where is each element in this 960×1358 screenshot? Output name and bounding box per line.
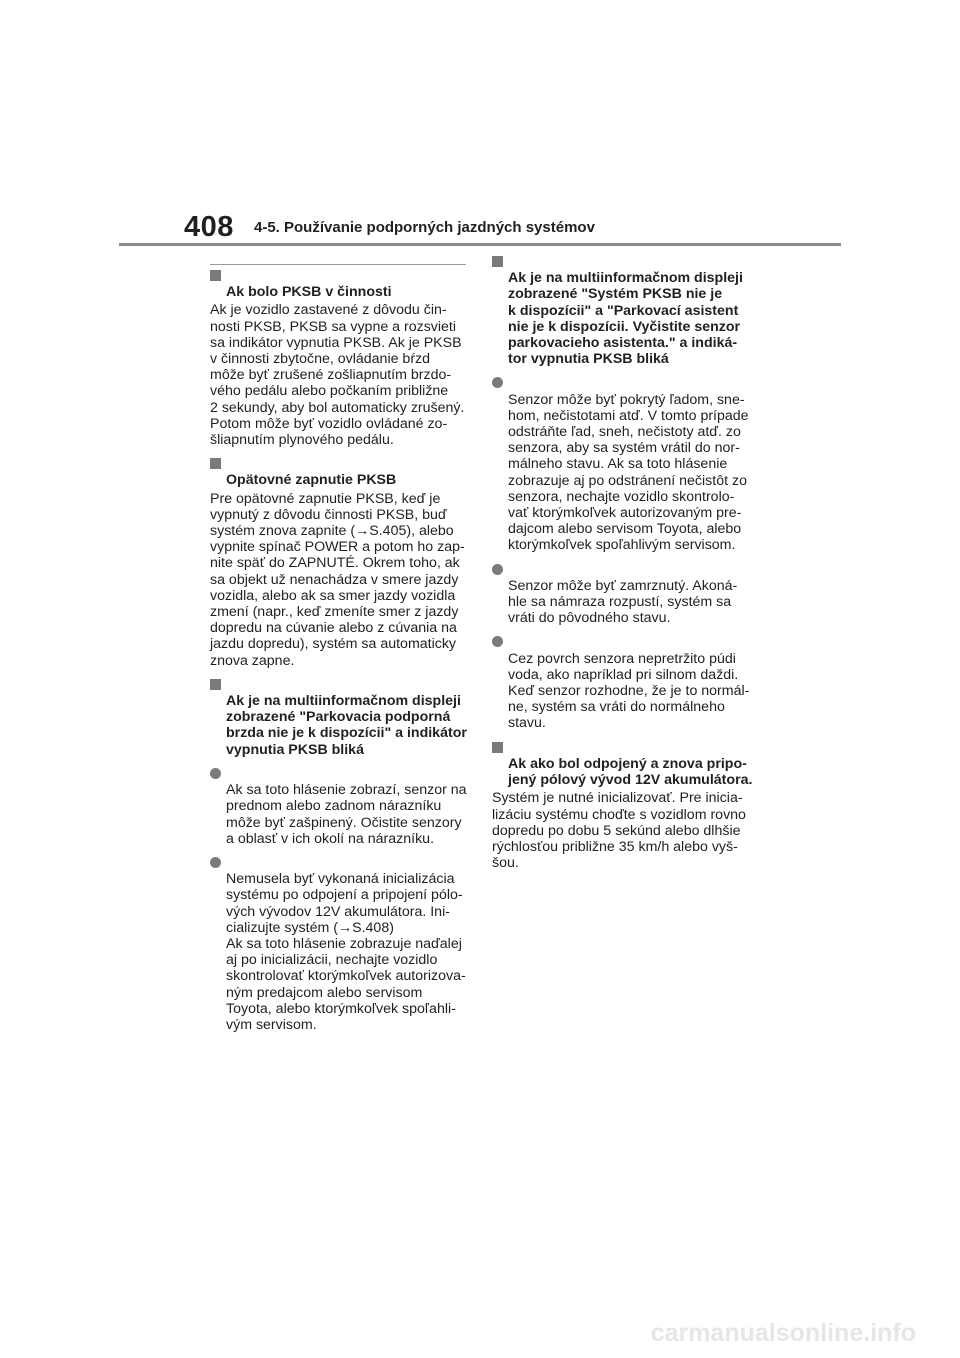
section-rule <box>210 264 466 265</box>
list-item <box>492 562 756 627</box>
heading-text: Ak je na multiinformačnom displeji zobrazené "Parkovacia podporná brzda nie je k dispozícii" a indikátor vypnutia PKSB bliká <box>226 693 467 758</box>
paragraph: Ak je vozidlo zastavené z dôvodu čin- nosti PKSB, PKSB sa vypne a rozsvieti sa indikátor vypnutia PKSB. Ak je PKSB v činnosti zbytočne, ovládanie bŕzd môže byť zrušené zošliapnutím brzdo- vého pedálu alebo počkaním približne 2 sekundy, aby bol automaticky zrušený. Potom môže byť vozidlo ovládané zo- šliapnutím plynového pedálu. <box>210 302 465 449</box>
header-rule <box>119 243 841 246</box>
list-item <box>492 375 756 553</box>
left-column <box>210 268 472 1041</box>
page-number: 408 <box>184 211 234 243</box>
section-heading <box>492 740 756 789</box>
list-item-text: Ak sa toto hlásenie zobrazí, senzor na prednom alebo zadnom nárazníku môže byť zašpinený. Očistite senzory a oblasť v ich okolí na nárazníku. <box>226 782 467 847</box>
heading-text: Ak bolo PKSB v činnosti <box>226 284 392 301</box>
section-heading <box>210 268 472 300</box>
square-bullet-icon <box>210 270 221 281</box>
section-brake-unavailable <box>210 677 472 758</box>
list-item-text: Senzor môže byť pokrytý ľadom, sne- hom, nečistotami atď. V tomto prípade odstráňte ľad, sneh, nečistoty atď. zo senzora, aby sa systém vrátil do nor- málneho stavu. Ak sa toto hlásenie zobrazuje aj po odstránení nečistôt zo senzora, nechajte vozidlo skontrolo- vať ktorýmkoľvek autorizovaným pre- dajcom alebo servisom Toyota, alebo ktorýmkoľvek spoľahlivým servisom. <box>508 391 749 554</box>
watermark: carmanualsonline.info <box>650 1319 916 1347</box>
section-heading <box>210 677 472 758</box>
right-column <box>492 254 756 879</box>
paragraph: Pre opätovné zapnutie PKSB, keď je vypnutý z dôvodu činnosti PKSB, buď systém znova zapnite (→S.405), alebo vypnite spínač POWER a potom ho zap- nite späť do ZAPNUTÉ. Okrem toho, ak sa objekt už nenachádza v smere jazdy vozidla, alebo ak sa smer jazdy vozidla zmení (napr., keď zmeníte smer z jazdy dopredu na cúvanie alebo z cúvania na jazdu dopredu), systém sa automaticky znova zapne. <box>210 490 465 669</box>
square-bullet-icon <box>492 742 503 753</box>
square-bullet-icon <box>492 256 503 267</box>
list-item-text: Senzor môže byť zamrznutý. Akoná- hle sa námraza rozpustí, systém sa vráti do pôvodného stavu. <box>508 577 738 627</box>
section-pksb-activated <box>210 268 472 448</box>
square-bullet-icon <box>210 458 221 469</box>
section-battery-reconnected <box>492 740 756 872</box>
circle-bullet-icon <box>492 636 503 647</box>
section-heading <box>210 456 472 488</box>
list-item <box>210 855 472 1033</box>
section-system-unavailable <box>492 254 756 367</box>
heading-text: Ak ako bol odpojený a znova pripo- jený pólový vývod 12V akumulátora. <box>508 755 753 789</box>
paragraph: Systém je nutné inicializovať. Pre inicia- lizáciu systému choďte s vozidlom rovno dopredu po dobu 5 sekúnd alebo dlhšie rýchlosťou približne 35 km/h alebo vyš- šou. <box>492 790 746 872</box>
square-bullet-icon <box>210 679 221 690</box>
section-heading <box>492 254 756 367</box>
circle-bullet-icon <box>492 377 503 388</box>
heading-text: Ak je na multiinformačnom displeji zobrazené "Systém PKSB nie je k dispozícii" a "Parkovací asistent nie je k dispozícii. Vyčistite senzor parkovacieho asistenta." a indiká- tor vypnutia PKSB bliká <box>508 270 743 368</box>
circle-bullet-icon <box>210 857 221 868</box>
list-item-text: Cez povrch senzora nepretržito púdi voda, ako napríklad pri silnom daždi. Keď senzor rozhodne, že je to normál- ne, systém sa vráti do normálneho stavu. <box>508 650 750 732</box>
list-item-text: Nemusela byť vykonaná inicializácia systému po odpojení a pripojení pólo- vých vývodov 12V akumulátora. Ini- cializujte systém (→S.408) Ak sa toto hlásenie zobrazuje naďalej aj po inicializácii, nechajte vozidlo skontrolovať ktorýmkoľvek autorizova- ným predajcom alebo servisom Toyota, alebo ktorýmkoľvek spoľahli- vým servisom. <box>226 871 466 1033</box>
list-item <box>492 634 756 731</box>
chapter-title: 4-5. Používanie podporných jazdných systémov <box>254 219 595 236</box>
circle-bullet-icon <box>492 564 503 575</box>
section-reenable-pksb <box>210 456 472 669</box>
heading-text: Opätovné zapnutie PKSB <box>226 472 397 489</box>
list-item <box>210 766 472 847</box>
circle-bullet-icon <box>210 768 221 779</box>
